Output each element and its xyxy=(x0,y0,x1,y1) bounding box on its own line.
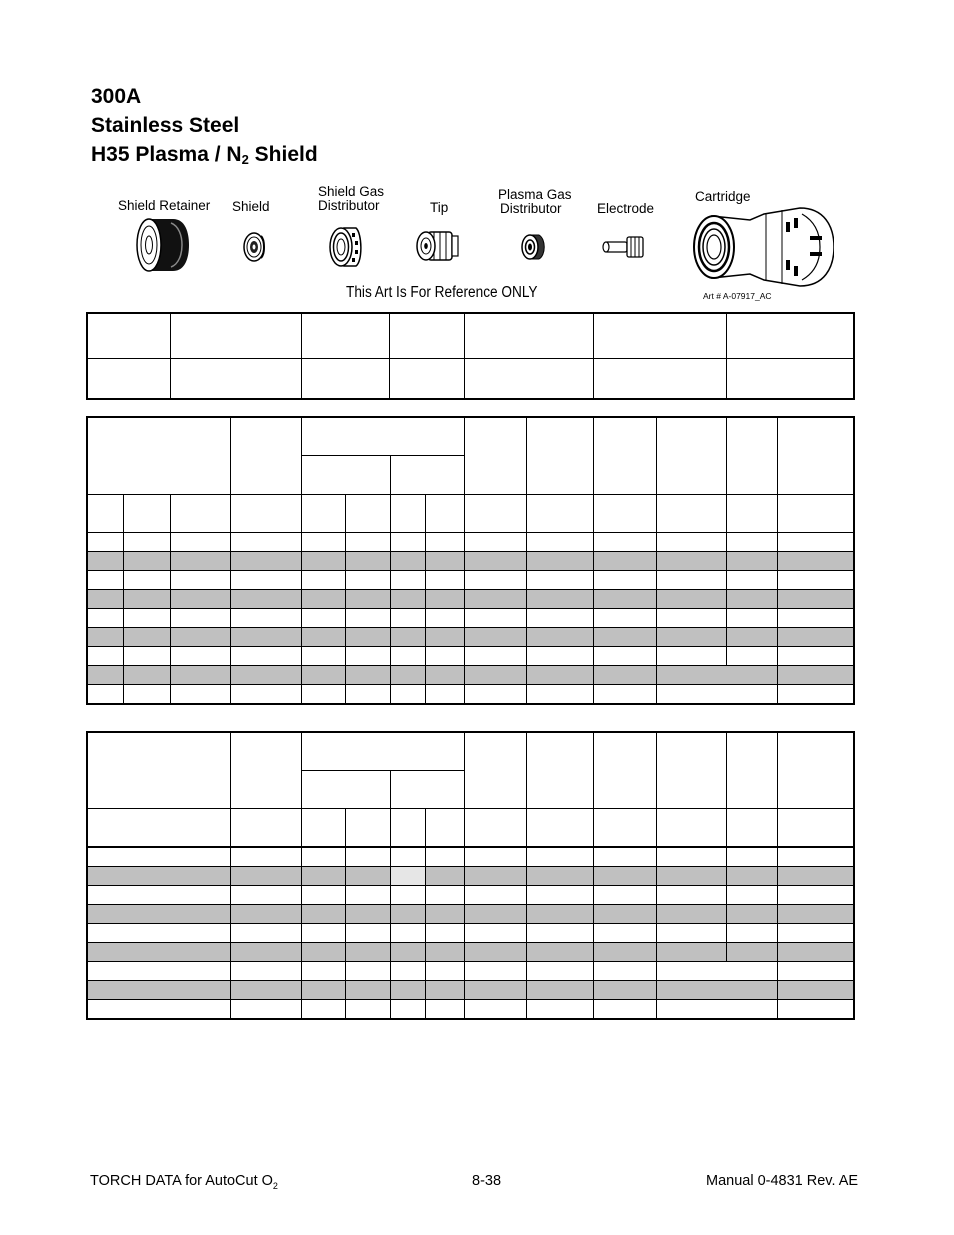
chart2-header-row-1 xyxy=(88,733,854,771)
chart2-header-row-3 xyxy=(88,809,854,847)
plasma-gas-distributor-icon xyxy=(519,233,547,261)
table-row xyxy=(88,590,854,609)
consumable-parts-table xyxy=(87,313,854,399)
table-row xyxy=(88,847,854,867)
footer-document-title: TORCH DATA for AutoCut $O_2$ xyxy=(90,1173,278,1191)
table-row xyxy=(88,685,854,704)
electrode-icon xyxy=(601,234,645,260)
footer-manual-revision: Manual 0-4831 Rev. AE xyxy=(706,1173,859,1189)
cut-chart-table-1 xyxy=(87,417,854,704)
table-row xyxy=(88,552,854,571)
page-title-material: Stainless Steel xyxy=(91,114,240,137)
part-label-electrode: Electrode xyxy=(597,201,655,216)
tip-icon xyxy=(414,228,460,264)
page-title-gas: H35 Plasma / $N_2$ Shield xyxy=(91,143,318,167)
page-title-amperage: 300A xyxy=(91,85,142,108)
table-row xyxy=(88,942,854,961)
part-label-tip: Tip xyxy=(430,200,449,215)
table-row xyxy=(88,533,854,552)
art-number: Art # A-07917_AC xyxy=(703,291,772,301)
table-row xyxy=(88,999,854,1018)
table-row xyxy=(88,961,854,980)
table-row xyxy=(88,923,854,942)
part-label-shield-retainer: Shield Retainer xyxy=(118,198,211,213)
chart1-header-row-3 xyxy=(88,495,854,533)
table-row xyxy=(88,647,854,666)
table-row xyxy=(88,980,854,999)
part-label-shield-gas-distributor: Shield Gas Distributor xyxy=(318,184,385,213)
chart1-header-row-1 xyxy=(88,418,854,456)
table-row xyxy=(88,904,854,923)
cut-chart-table-2 xyxy=(87,732,854,1019)
footer-page-number: 8-38 xyxy=(472,1173,502,1189)
part-label-shield: Shield xyxy=(232,199,270,214)
shield-icon xyxy=(242,231,266,263)
reference-note: This Art Is For Reference ONLY xyxy=(346,284,538,301)
table-row xyxy=(88,666,854,685)
shield-retainer-icon xyxy=(133,216,189,274)
table-row xyxy=(88,609,854,628)
parts-header-row xyxy=(88,314,854,359)
table-row xyxy=(88,866,854,885)
part-label-plasma-gas-distributor: Plasma Gas Distributor xyxy=(498,187,572,216)
table-row xyxy=(88,885,854,904)
part-label-cartridge: Cartridge xyxy=(695,189,751,204)
table-row xyxy=(88,628,854,647)
shield-gas-distributor-icon xyxy=(326,225,364,269)
table-row xyxy=(88,571,854,590)
parts-value-row xyxy=(88,359,854,399)
cartridge-icon xyxy=(690,204,834,290)
